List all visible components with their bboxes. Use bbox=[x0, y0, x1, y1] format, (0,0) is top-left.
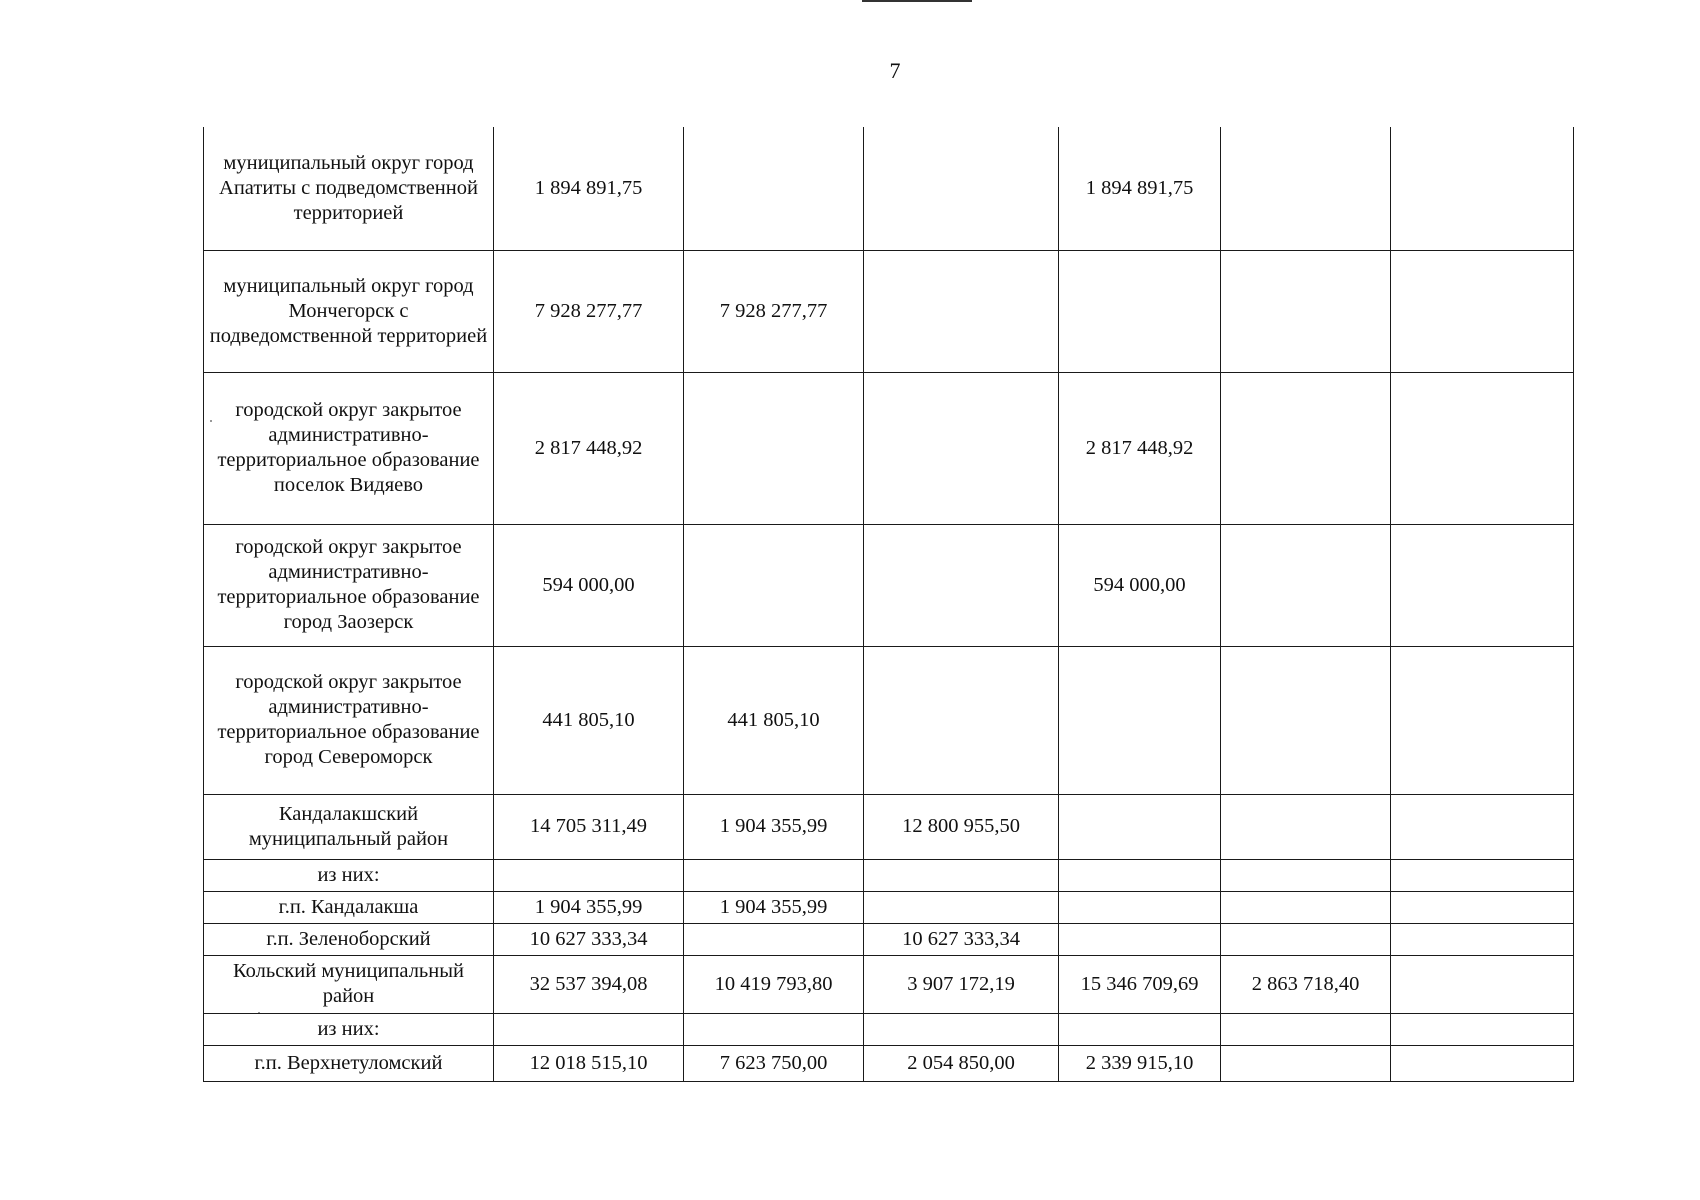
amount-cell: 3 907 172,19 bbox=[864, 955, 1059, 1013]
amount-cell bbox=[1221, 859, 1391, 891]
page-number: 7 bbox=[889, 58, 901, 83]
amount-cell bbox=[1059, 250, 1221, 372]
amount-cell bbox=[1391, 250, 1574, 372]
table-row bbox=[204, 646, 1574, 794]
territory-name-cell: г.п. Верхнетуломский bbox=[204, 1045, 494, 1081]
amount-cell: 1 904 355,99 bbox=[494, 891, 684, 923]
amount-cell: 441 805,10 bbox=[684, 646, 864, 794]
amount-cell bbox=[1221, 372, 1391, 524]
amount-cell bbox=[864, 250, 1059, 372]
table-row bbox=[204, 1013, 1574, 1045]
amount-cell bbox=[1221, 127, 1391, 250]
amount-cell bbox=[1221, 524, 1391, 646]
amount-cell bbox=[1391, 859, 1574, 891]
amount-cell: 1 904 355,99 bbox=[684, 794, 864, 859]
amount-cell bbox=[1059, 646, 1221, 794]
amount-cell bbox=[1221, 646, 1391, 794]
table-row bbox=[204, 955, 1574, 1013]
amount-cell bbox=[1221, 923, 1391, 955]
amount-cell bbox=[864, 646, 1059, 794]
table-row bbox=[204, 859, 1574, 891]
amount-cell: 10 627 333,34 bbox=[494, 923, 684, 955]
table-row bbox=[204, 1045, 1574, 1081]
amount-cell bbox=[864, 372, 1059, 524]
amount-cell: 594 000,00 bbox=[494, 524, 684, 646]
territory-name-cell: Кандалакшский муниципальный район bbox=[204, 794, 494, 859]
amount-cell bbox=[1391, 794, 1574, 859]
amount-cell: 2 054 850,00 bbox=[864, 1045, 1059, 1081]
amount-cell bbox=[864, 859, 1059, 891]
amount-cell bbox=[1391, 524, 1574, 646]
amount-cell: 15 346 709,69 bbox=[1059, 955, 1221, 1013]
table-body bbox=[204, 127, 1574, 1081]
territory-name-cell: городской округ закрытое административно-территориальное образование город Заозерск bbox=[204, 524, 494, 646]
territory-name-cell: из них: bbox=[204, 859, 494, 891]
amount-cell bbox=[864, 1013, 1059, 1045]
table-row bbox=[204, 794, 1574, 859]
amount-cell: 10 419 793,80 bbox=[684, 955, 864, 1013]
amount-cell bbox=[1059, 1013, 1221, 1045]
amount-cell: 10 627 333,34 bbox=[864, 923, 1059, 955]
table-row bbox=[204, 923, 1574, 955]
amount-cell bbox=[494, 1013, 684, 1045]
amount-cell: 1 894 891,75 bbox=[494, 127, 684, 250]
territory-name-cell: г.п. Зеленоборский bbox=[204, 923, 494, 955]
amount-cell: 2 863 718,40 bbox=[1221, 955, 1391, 1013]
amount-cell bbox=[1059, 859, 1221, 891]
territory-name-cell: городской округ закрытое административно-территориальное образование город Североморск bbox=[204, 646, 494, 794]
table-row bbox=[204, 372, 1574, 524]
amount-cell bbox=[1391, 127, 1574, 250]
amount-cell: 7 928 277,77 bbox=[494, 250, 684, 372]
territory-name-cell: Кольский муниципальный район bbox=[204, 955, 494, 1013]
amount-cell bbox=[684, 859, 864, 891]
amount-cell: 7 928 277,77 bbox=[684, 250, 864, 372]
amount-cell: 32 537 394,08 bbox=[494, 955, 684, 1013]
amount-cell: 12 018 515,10 bbox=[494, 1045, 684, 1081]
table-row bbox=[204, 891, 1574, 923]
amount-cell: 2 817 448,92 bbox=[494, 372, 684, 524]
amount-cell bbox=[1059, 891, 1221, 923]
table-row bbox=[204, 127, 1574, 250]
amount-cell: 594 000,00 bbox=[1059, 524, 1221, 646]
amount-cell bbox=[1391, 372, 1574, 524]
territory-name-cell: г.п. Кандалакша bbox=[204, 891, 494, 923]
amount-cell bbox=[684, 1013, 864, 1045]
amount-cell bbox=[1391, 891, 1574, 923]
amount-cell bbox=[864, 891, 1059, 923]
amount-cell bbox=[1391, 1013, 1574, 1045]
amount-cell bbox=[1391, 646, 1574, 794]
territory-name-cell: муниципальный округ город Апатиты с подведомственной территорией bbox=[204, 127, 494, 250]
territory-name-cell: городской округ закрытое административно-территориальное образование поселок Видяево bbox=[204, 372, 494, 524]
amount-cell bbox=[1059, 923, 1221, 955]
amount-cell bbox=[684, 372, 864, 524]
amount-cell bbox=[1221, 794, 1391, 859]
amount-cell: 2 339 915,10 bbox=[1059, 1045, 1221, 1081]
amount-cell: 1 904 355,99 bbox=[684, 891, 864, 923]
amount-cell bbox=[1391, 1045, 1574, 1081]
amount-cell bbox=[1391, 923, 1574, 955]
amount-cell bbox=[1221, 891, 1391, 923]
amount-cell bbox=[864, 524, 1059, 646]
amount-cell: 7 623 750,00 bbox=[684, 1045, 864, 1081]
amount-cell: 12 800 955,50 bbox=[864, 794, 1059, 859]
amount-cell bbox=[494, 859, 684, 891]
amount-cell bbox=[684, 524, 864, 646]
amount-cell bbox=[1221, 250, 1391, 372]
amount-cell bbox=[684, 127, 864, 250]
amount-cell bbox=[864, 127, 1059, 250]
scan-top-mark bbox=[862, 0, 972, 2]
amount-cell bbox=[1221, 1045, 1391, 1081]
table-row bbox=[204, 250, 1574, 372]
amount-cell: 14 705 311,49 bbox=[494, 794, 684, 859]
amount-cell bbox=[684, 923, 864, 955]
amount-cell: 1 894 891,75 bbox=[1059, 127, 1221, 250]
amount-cell: 2 817 448,92 bbox=[1059, 372, 1221, 524]
territory-name-cell: муниципальный округ город Мончегорск с подведомственной территорией bbox=[204, 250, 494, 372]
table-row bbox=[204, 524, 1574, 646]
budget-distribution-table bbox=[203, 127, 1574, 1082]
amount-cell bbox=[1059, 794, 1221, 859]
amount-cell bbox=[1391, 955, 1574, 1013]
amount-cell bbox=[1221, 1013, 1391, 1045]
territory-name-cell: из них: bbox=[204, 1013, 494, 1045]
amount-cell: 441 805,10 bbox=[494, 646, 684, 794]
